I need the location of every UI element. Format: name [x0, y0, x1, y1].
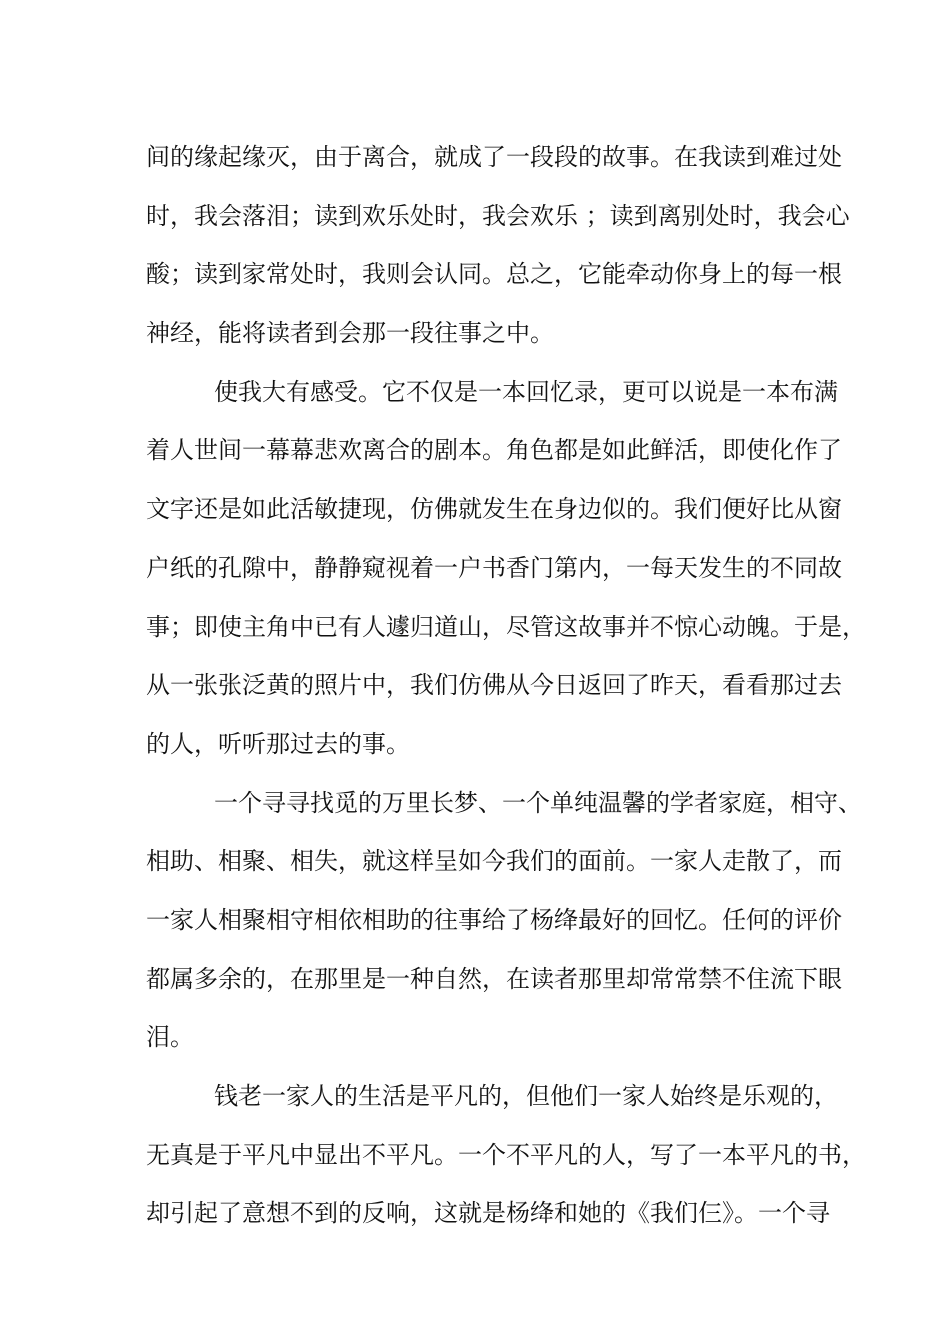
text-line: 都属多余的，在那里是一种自然，在读者那里却常常禁不住流下眼 — [146, 964, 842, 993]
text-line: 一家人相聚相守相依相助的往事给了杨绛最好的回忆。任何的评价 — [146, 905, 842, 934]
text-line: 文字还是如此活敏捷现，仿佛就发生在身边似的。我们便好比从窗 — [146, 495, 842, 524]
body-text — [146, 128, 866, 1243]
text-line: 使我大有感受。它不仅是一本回忆录，更可以说是一本布满 — [214, 377, 838, 406]
text-line: 钱老一家人的生活是平凡的，但他们一家人始终是乐观的， — [214, 1082, 838, 1110]
text-line: 神经，能将读者到会那一段往事之中。 — [146, 319, 554, 348]
text-line: 的人，听听那过去的事。 — [146, 729, 410, 758]
text-line: 户纸的孔隙中，静静窥视着一户书香门第内，一每天发生的不同故 — [146, 553, 842, 582]
text-line: 酸；读到家常处时，我则会认同。总之，它能牵动你身上的每一根 — [146, 260, 842, 289]
text-line: 时，我会落泪；读到欢乐处时，我会欢乐 ；读到离别处时，我会心 — [146, 201, 850, 230]
text-line: 事；即使主角中已有人遽归道山，尽管这故事并不惊心动魄。于是， — [146, 612, 866, 641]
text-line: 一个寻寻找觅的万里长梦、一个单纯温馨的学者家庭，相守、 — [214, 788, 862, 817]
text-line: 却引起了意想不到的反响，这就是杨绛和她的《我们仨》。一个寻 — [146, 1199, 830, 1228]
text-line: 间的缘起缘灭，由于离合，就成了一段段的故事。在我读到难过处 — [146, 143, 842, 171]
text-line: 无真是于平凡中显出不平凡。一个不平凡的人，写了一本平凡的书， — [146, 1140, 866, 1169]
text-line: 相助、相聚、相失，就这样呈如今我们的面前。一家人走散了，而 — [146, 847, 842, 876]
text-line: 泪。 — [146, 1023, 194, 1052]
text-line: 从一张张泛黄的照片中，我们仿佛从今日返回了昨天，看看那过去 — [146, 671, 842, 700]
text-line: 着人世间一幕幕悲欢离合的剧本。角色都是如此鲜活，即使化作了 — [146, 436, 842, 465]
